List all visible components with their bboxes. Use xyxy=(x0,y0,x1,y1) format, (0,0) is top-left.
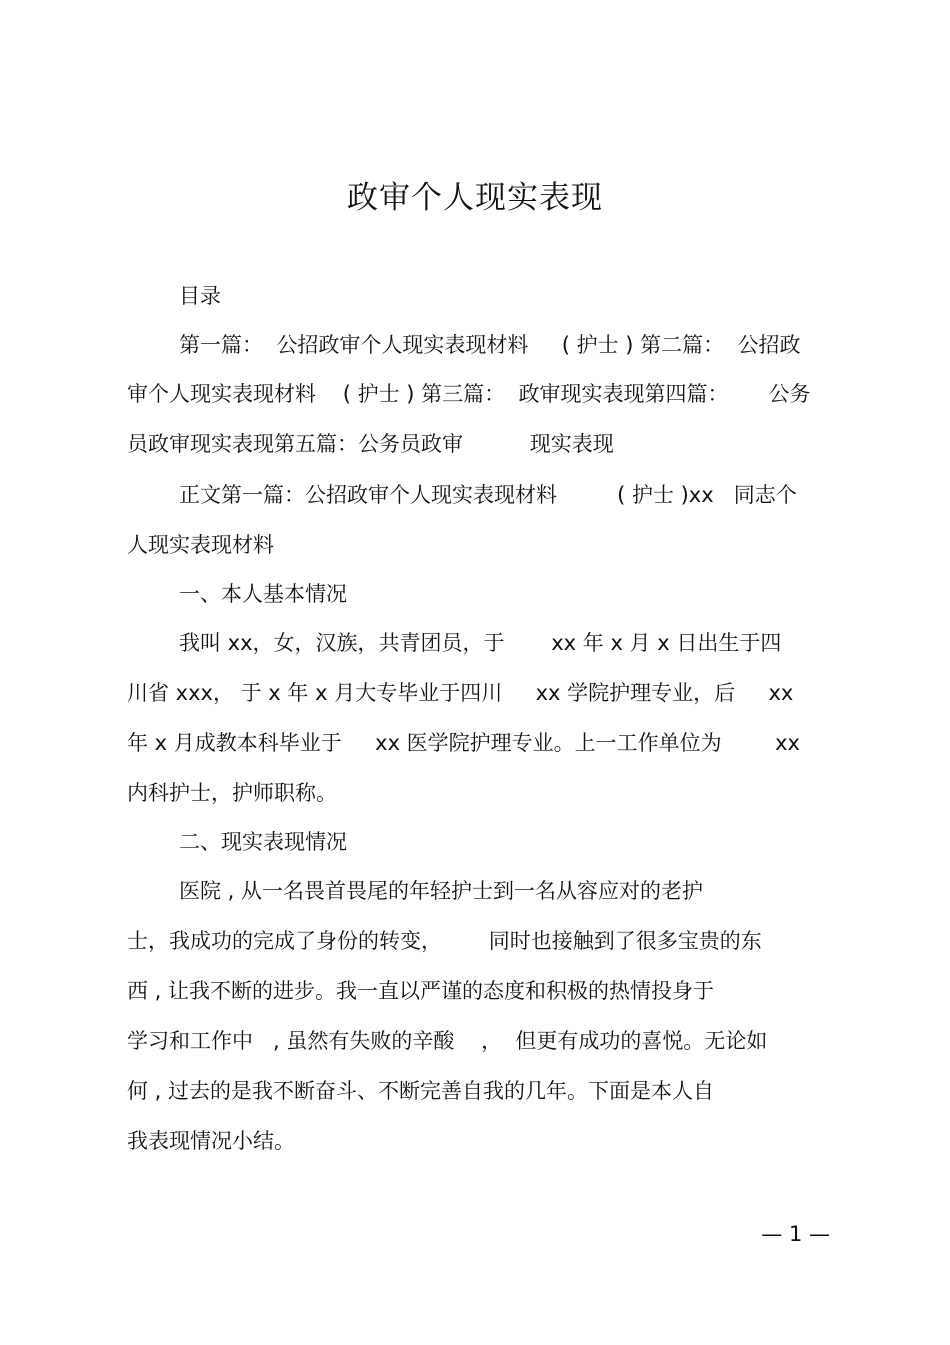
basic-info-line-3: 年 x 月成教本科毕业于 xx 医学院护理专业。上一工作单位为 xx xyxy=(127,731,800,755)
toc-line-3: 员政审现实表现第五篇：公务员政审 现实表现 xyxy=(127,432,614,456)
document-title: 政审个人现实表现 xyxy=(347,180,603,216)
performance-line-3: 西 , 让我不断的进步。我一直以严谨的态度和积极的热情投身于 xyxy=(127,979,715,1003)
performance-line-2: 士，我成功的完成了身份的转变， 同时也接触到了很多宝贵的东 xyxy=(127,929,762,953)
body-intro-line-1: 正文第一篇：公招政审个人现实表现材料 ( 护士 )xx 同志个 xyxy=(179,483,797,507)
section-heading-basic-info: 一、本人基本情况 xyxy=(179,582,347,606)
performance-line-5: 何 , 过去的是我不断奋斗、不断完善自我的几年。下面是本人自 xyxy=(127,1079,715,1103)
basic-info-line-4: 内科护士，护师职称。 xyxy=(127,781,337,805)
performance-line-1: 医院 , 从一名畏首畏尾的年轻护士到一名从容应对的老护 xyxy=(179,879,704,903)
page-number: — 1 — xyxy=(761,1222,830,1246)
performance-line-4: 学习和工作中 , 虽然有失败的辛酸 ， 但更有成功的喜悦。无论如 xyxy=(127,1029,768,1053)
body-intro-line-2: 人现实表现材料 xyxy=(127,533,274,557)
toc-line-2: 审个人现实表现材料 ( 护士 ) 第三篇： 政审现实表现第四篇： 公务 xyxy=(127,382,811,406)
toc-heading: 目录 xyxy=(179,284,221,308)
section-heading-performance: 二、现实表现情况 xyxy=(179,830,347,854)
performance-line-6: 我表现情况小结。 xyxy=(127,1129,295,1153)
toc-line-1: 第一篇： 公招政审个人现实表现材料 ( 护士 ) 第二篇： 公招政 xyxy=(179,333,801,357)
basic-info-line-1: 我叫 xx，女，汉族，共青团员，于 xx 年 x 月 x 日出生于四 xyxy=(179,631,782,655)
basic-info-line-2: 川省 xxx， 于 x 年 x 月大专毕业于四川 xx 学院护理专业，后 xx xyxy=(127,681,794,705)
